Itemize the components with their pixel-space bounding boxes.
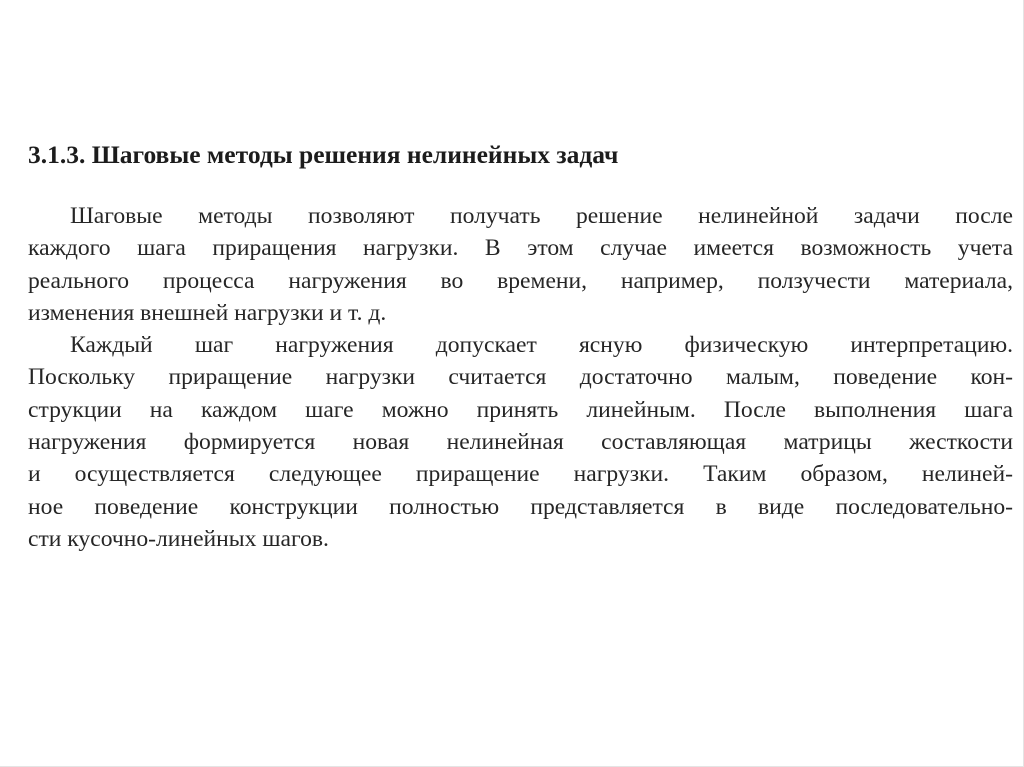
text-line: ное поведение конструкции полностью представляется в виде последовательно- [28,493,1013,520]
text-line: Каждый шаг нагружения допускает ясную физическую интерпретацию. [70,332,1013,359]
body-text [28,200,1013,555]
text-line: Поскольку приращение нагрузки считается достаточно малым, поведение кон- [28,364,1013,391]
text-line: струкции на каждом шаге можно принять линейным. После выполнения шага [28,396,1013,423]
section-heading: 3.1.3. Шаговые методы решения нелинейных задач [28,140,619,169]
text-line: сти кусочно-линейных шагов. [28,525,329,552]
text-line: нагружения формируется новая нелинейная составляющая матрицы жесткости [28,429,1013,456]
text-line: и осуществляется следующее приращение нагрузки. Таким образом, нелиней- [28,461,1013,488]
text-line: Шаговые методы позволяют получать решение нелинейной задачи после [70,203,1013,229]
paragraph-2 [28,329,1013,555]
text-line: каждого шага приращения нагрузки. В этом случае имеется возможность учета [28,235,1013,262]
paragraph-1 [28,200,1013,329]
text-line: реального процесса нагружения во времени, например, ползучести материала, [28,267,1013,294]
text-line: изменения внешней нагрузки и т. д. [28,299,387,326]
